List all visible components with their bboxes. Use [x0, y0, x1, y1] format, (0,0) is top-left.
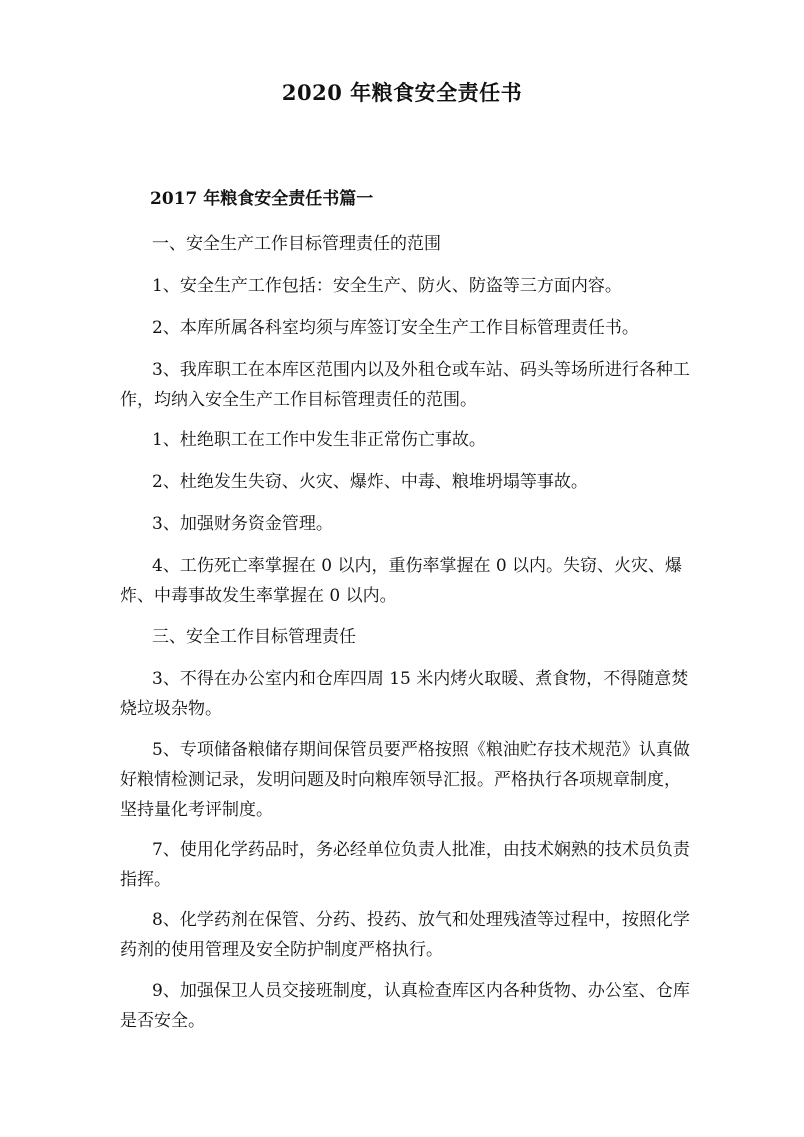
paragraph-item: 3、不得在办公室内和仓库四周 15 米内烤火取暖、煮食物，不得随意焚烧垃圾杂物。 [120, 669, 689, 719]
section-heading: 2017 年粮食安全责任书篇一 [150, 189, 374, 209]
paragraph-item: 5、专项储备粮储存期间保管员要严格按照《粮油贮存技术规范》认真做好粮情检测记录，发明问题及时向粮库领导汇报。严格执行各项规章制度，坚持量化考评制度。 [120, 740, 690, 820]
paragraph-scope-heading: 一、安全生产工作目标管理责任的范围 [152, 234, 441, 254]
paragraph-item: 7、使用化学药品时，务必经单位负责人批准，由技术娴熟的技术员负责指挥。 [120, 840, 690, 890]
document-title: 2020 年粮食安全责任书 [281, 80, 523, 105]
paragraph-item: 1、安全生产工作包括：安全生产、防火、防盗等三方面内容。 [152, 276, 622, 296]
paragraph-item: 2、本库所属各科室均须与库签订安全生产工作目标管理责任书。 [152, 318, 639, 338]
paragraph-item: 4、工伤死亡率掌握在 0 以内，重伤率掌握在 0 以内。失窃、火灾、爆炸、中毒事故发生率掌握在 0 以内。 [120, 556, 683, 606]
paragraph-item: 3、加强财务资金管理。 [152, 514, 333, 534]
paragraph-item: 2、杜绝发生失窃、火灾、爆炸、中毒、粮堆坍塌等事故。 [152, 472, 588, 492]
paragraph-item: 1、杜绝职工在工作中发生非正常伤亡事故。 [152, 430, 486, 450]
paragraph-responsibility-heading: 三、安全工作目标管理责任 [152, 627, 356, 647]
paragraph-item: 8、化学药剂在保管、分药、投药、放气和处理残渣等过程中，按照化学药剂的使用管理及安全防护制度严格执行。 [120, 910, 690, 960]
paragraph-item: 9、加强保卫人员交接班制度，认真检查库区内各种货物、办公室、仓库是否安全。 [120, 981, 690, 1031]
paragraph-item: 3、我库职工在本库区范围内以及外租仓或车站、码头等场所进行各种工作，均纳入安全生产工作目标管理责任的范围。 [120, 360, 690, 410]
